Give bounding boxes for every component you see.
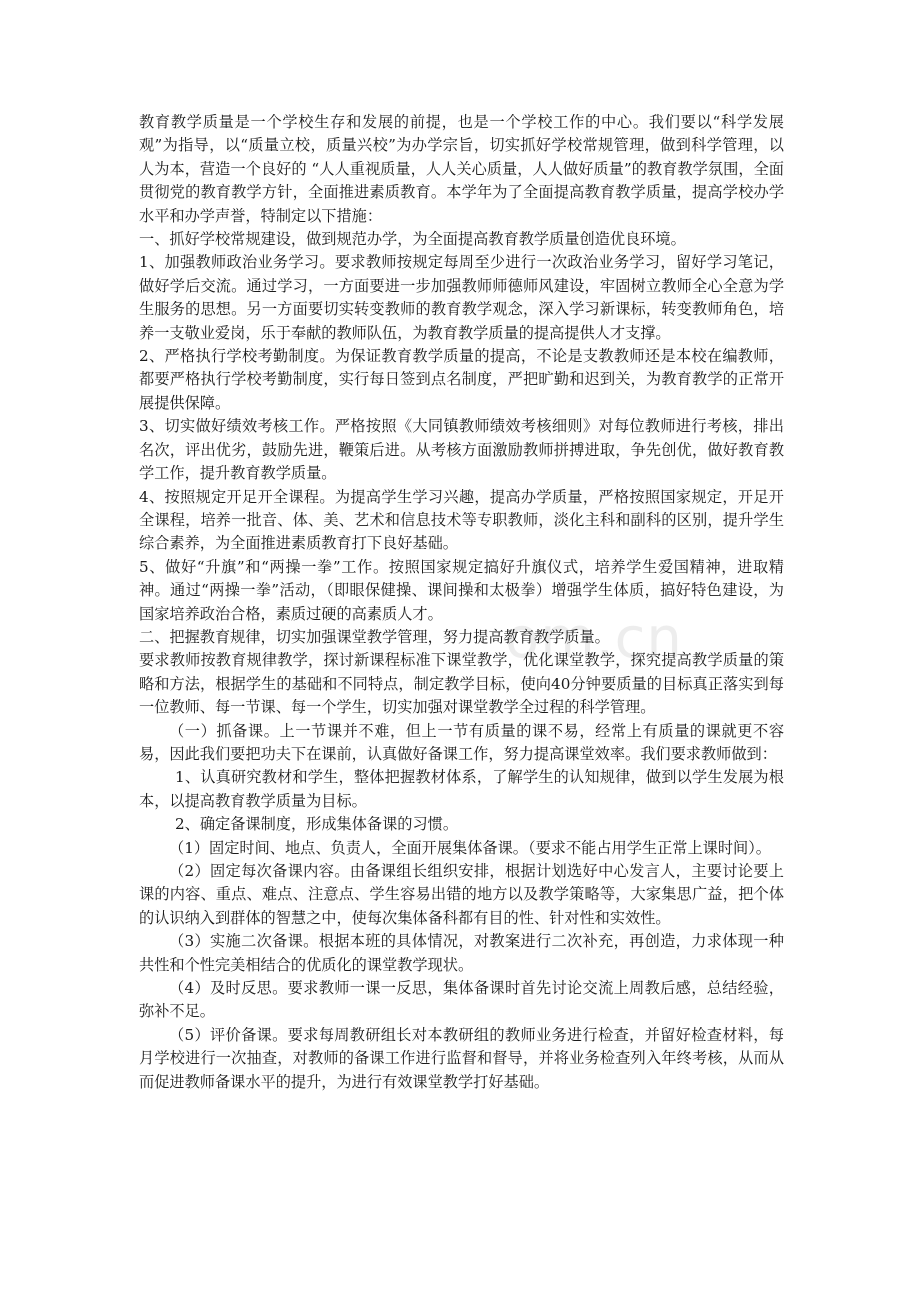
paragraph-item-2: 2、严格执行学校考勤制度。为保证教育教学质量的提高，不论是支教教师还是本校在编教师，都要严格执行学校考勤制度，实行每日签到点名制度，严把旷勤和迟到关，为教育教学的正常开展提供保障。 xyxy=(139,347,784,412)
section-heading-2: 二、把握教育规律，切实加强课堂教学管理，努力提高教育教学质量。 xyxy=(139,627,610,646)
document-body xyxy=(139,111,784,1094)
paragraph-item-4: 4、按照规定开足开全课程。为提高学生学习兴趣，提高办学质量，严格按照国家规定，开足开全课程，培养一批音、体、美、艺术和信息技术等专职教师，淡化主科和副科的区别，提升学生综合素养，为全面推进素质教育打下良好基础。 xyxy=(139,487,784,553)
prep-subitem-4: （4）及时反思。要求教师一课一反思，集体备课时首先讨论交流上周教后感，总结经验，弥补不足。 xyxy=(139,979,784,1021)
prep-item-1: 1、认真研究教材和学生，整体把握教材体系，了解学生的认知规律，做到以学生发展为根本，以提高教育教学质量为目标。 xyxy=(139,768,784,810)
prep-subitem-5: （5）评价备课。要求每周教研组长对本教研组的教师业务进行检查，并留好检查材料，每月学校进行一次抽查，对教师的备课工作进行监督和督导，并将业务检查列入年终考核，从而从而促进教师备课水平的提升，为进行有效课堂教学打好基础。 xyxy=(139,1025,784,1091)
section-2-intro: 要求教师按教育规律教学，探讨新课程标准下课堂教学，优化课堂教学，探究提高教学质量的策略和方法，根据学生的基础和不同特点，制定教学目标，使向40分钟要质量的目标真正落实到每一位教师、每一节课、每一个学生，切实加强对课堂教学全过程的科学管理。 xyxy=(139,651,784,717)
prep-subitem-1: （1）固定时间、地点、负责人，全面开展集体备课。（要求不能占用学生正常上课时间）。 xyxy=(169,838,771,857)
watermark: om.cn xyxy=(505,606,683,671)
paragraph-item-3: 3、切实做好绩效考核工作。严格按照《大同镇教师绩效考核细则》对每位教师进行考核，排出名次，评出优劣，鼓励先进，鞭策后进。从考核方面激励教师拼搏进取，争先创优，做好教育教学工作，提升教育教学质量。 xyxy=(139,417,784,483)
prep-subitem-3: （3）实施二次备课。根据本班的具体情况，对教案进行二次补充，再创造，力求体现一种共性和个性完美相结合的优质化的课堂教学现状。 xyxy=(139,932,784,974)
prep-subitem-2: （2）固定每次备课内容。由备课组长组织安排，根据计划选好中心发言人，主要讨论要上课的内容、重点、难点、注意点、学生容易出错的地方以及教学策略等，大家集思广益，把个体的认识纳入到群体的智慧之中，使每次集体备科都有目的性、针对性和实效性。 xyxy=(139,862,784,927)
paragraph-item-1: 1、加强教师政治业务学习。要求教师按规定每周至少进行一次政治业务学习，留好学习笔记，做好学后交流。通过学习，一方面要进一步加强教师师德师风建设，牢固树立教师全心全意为学生服务的思想。另一方面要切实转变教师的教育教学观念，深入学习新课标，转变教师角色，培养一支敬业爱岗，乐于奉献的教师队伍，为教育教学质量的提高提供人才支撑。 xyxy=(139,253,784,342)
subsection-heading-prep: （一）抓备课。上一节课并不难，但上一节有质量的课不易，经常上有质量的课就更不容易，因此我们要把功夫下在课前，认真做好备课工作，努力提高课堂效率。我们要求教师做到： xyxy=(139,721,784,763)
paragraph-item-5: 5、做好“升旗”和“两操一拳”工作。按照国家规定搞好升旗仪式，培养学生爱国精神，进取精神。通过“两操一拳”活动，（即眼保健操、课间操和太极拳）增强学生体质，搞好特色建设，为国家培养政治合格，素质过硬的高素质人才。 xyxy=(139,557,784,623)
section-heading-1: 一、抓好学校常规建设，做到规范办学，为全面提高教育教学质量创造优良环境。 xyxy=(139,230,686,249)
prep-item-2: 2、确定备课制度，形成集体备课的习惯。 xyxy=(175,815,459,834)
intro-paragraph: 教育教学质量是一个学校生存和发展的前提，也是一个学校工作的中心。我们要以“科学发展观”为指导，以“质量立校，质量兴校”为办学宗旨，切实抓好学校常规管理，做到科学管理，以人为本，营造一个良好的 “人人重视质量，人人关心质量，人人做好质量”的教育教学氛围，全面贯彻党的教育教学方针，全面推进素质教育。本学年为了全面提高教育教学质量，提高学校办学水平和办学声誉，特制定以下措施： xyxy=(139,113,784,225)
